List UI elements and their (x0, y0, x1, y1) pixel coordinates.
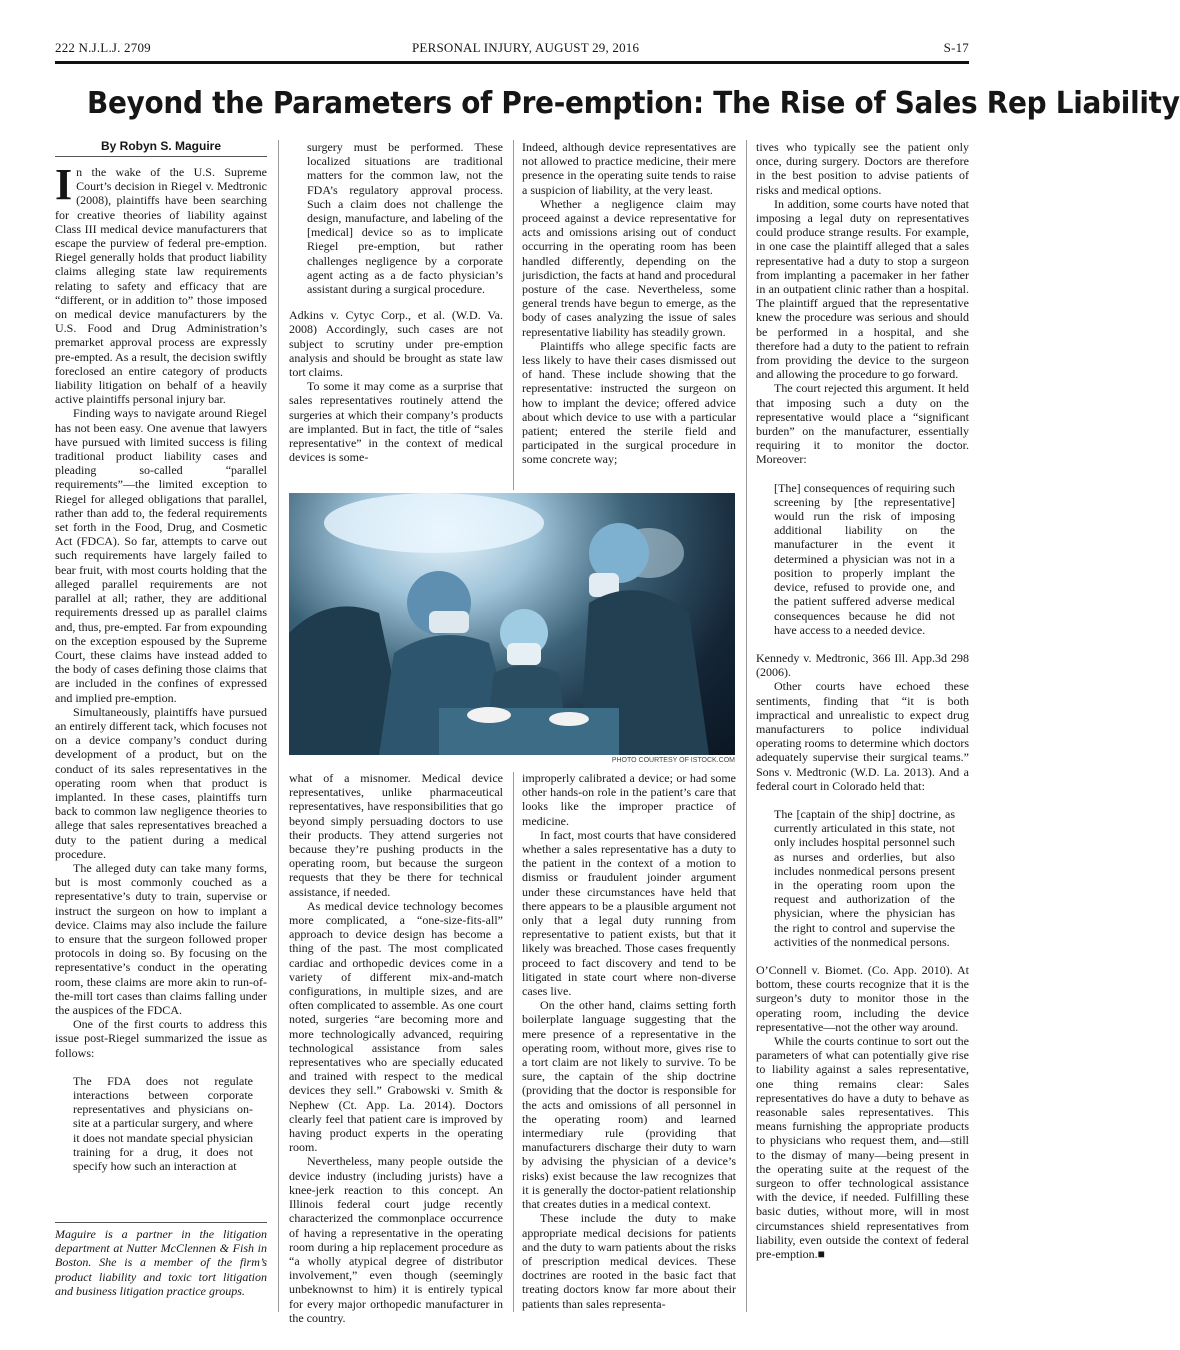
column-divider-2-bottom (513, 772, 514, 1312)
surgery-photo (289, 493, 735, 755)
page-number: S-17 (943, 40, 969, 55)
column-3-top (522, 140, 736, 485)
col4-paragraph-4: Kennedy v. Medtronic, 366 Ill. App.3d 298 (2006). (756, 650, 969, 680)
col2b-paragraph-1: what of a misnomer. Medical device representatives, unlike pharmaceutical representatives, have responsibilities that go beyond simply persuading doctors to use their products. They attend surgeries not because they’re pushing products in the operating room, but because the surgeon requests that they be there for technical assistance, if needed. (289, 771, 503, 899)
byline-rule (55, 156, 267, 157)
author-bio: Maguire is a partner in the litigation department at Nutter McClennen & Fish in Boston. She is a member of the firm’s product liability and toxic tort litigation and business litigation practice groups. (55, 1227, 267, 1298)
col3b-paragraph-1: improperly calibrated a device; or had some other hands-on role in the patient’s care that looks like the improper practice of medicine. (522, 771, 736, 828)
column-4 (756, 140, 969, 1318)
page-header-citation: 222 N.J.L.J. 2709 (55, 40, 151, 55)
col4-blockquote-2: The [captain of the ship] doctrine, as currently articulated in this state, not only includes hospital personnel such as nurses and orderlies, but also includes nonmedical persons present in the operating room upon the request and authorization of the physician, where the physician has the right to control and supervise the activities of the nonmedical persons. (774, 806, 955, 949)
col3b-paragraph-2: In fact, most courts that have considered whether a sales representative has a duty to the patient in the context of a motion to dismiss or fraudulent joinder argument under these circumstances have held that there appears to be a plausible argument not only that a legal duty running from representative to patient exists, but that it likely was breached. Those cases frequently proceed to fact discovery and tend to be litigated in state court where non-diverse cases live. (522, 827, 736, 999)
column-3-bottom (522, 771, 736, 1316)
col3b-paragraph-4: These include the duty to make appropriate medical decisions for patients and the duty to warn patients about the risks of prescription medical devices. These doctrines are rooted in the basic fact that treating doctors know far more about their patients than sales representa- (522, 1211, 736, 1311)
col4-paragraph-3: The court rejected this argument. It held that imposing such a duty on the representative would place a “significant burden” on the manufacturer, essentially requiring it to monitor the doctor. Moreover: (756, 381, 969, 467)
col3-paragraph-1: Indeed, although device representatives are not allowed to practice medicine, their mere presence in the operating suite tends to raise a suspicion of liability, at the very least. (522, 140, 736, 197)
column-divider-3 (746, 140, 747, 1312)
photo-credit: PHOTO COURTESY OF ISTOCK.COM (611, 757, 735, 764)
col1-paragraph-1: n the wake of the U.S. Supreme Court’s decision in Riegel v. Medtronic (2008), plaintiffs have been searching for creative theories of liability against Class III medical device manufacturers that escape the purview of federal pre-emption. Riegel generally holds that product liability claims alleging state law requirements relating to safety and efficacy that are “different, or in addition to” those imposed on medical device manufacturers by the U.S. Food and Drug Administration’s premarket approval process are expressly pre-empted. As a result, the decision swiftly foreclosed an entire category of products liability litigation on behalf of a heavily active plaintiffs personal injury bar. (55, 165, 267, 407)
col1-paragraph-4: The alleged duty can take many forms, but is most commonly couched as a representative’s duty to train, supervise or instruct the surgeon on how to implant a device. Claims may also include the failure to ensure that the surgeon followed proper protocols in doing so. By focusing on the representative’s conduct in the operating room, these claims are more akin to run-of-the-mill tort cases than claims falling under the auspices of the FDCA. (55, 860, 267, 1017)
col1-paragraph-5: One of the first courts to address this issue post-Riegel summarized the issue as follows: (55, 1017, 267, 1060)
col1-paragraph-3: Simultaneously, plaintiffs have pursued an entirely different tack, which focuses not on a device company’s conduct during development of a product, but on the conduct of its sales representatives in the operating room when that product is implanted. In these cases, plaintiffs turn back to common law negligence theories to allege that sales representatives breached a duty to the patient during a medical procedure. (55, 704, 267, 861)
col4-paragraph-5: Other courts have echoed these sentiments, finding that “it is both impractical and unrealistic to expect drug manufacturers to police individual operating rooms to determine which doctors adequately supervise their surgical teams.” Sons v. Medtronic (W.D. La. 2013). And a federal court in Colorado held that: (756, 679, 969, 793)
col4-paragraph-2: In addition, some courts have noted that imposing a legal duty on representatives could produce strange results. For example, in one case the plaintiff alleged that a sales representative had a duty to stop a surgeon from implanting a pacemaker in her father in an outpatient clinic rather than a hospital. The plaintiff argued that the representative knew the procedure was serious and should be performed in a hospital, and she therefore had a duty to the patient to refrain from providing the device to the surgeon and allowing the procedure to go forward. (756, 196, 969, 382)
column-divider-1 (278, 140, 279, 1312)
surgeons-illustration (289, 493, 735, 755)
col2-blockquote-continued: surgery must be performed. These localized situations are traditional matters for the common law, not the FDA’s regulatory approval process. Such a claim does not challenge the design, manufacture, and labeling of the [medical] device so as to implicate Riegel pre-emption, but rather challenges negligence by a corporate agent acting as a de facto physician’s assistant during a surgical procedure. (307, 140, 503, 297)
header-rule (55, 61, 969, 64)
byline: By Robyn S. Maguire (100, 139, 222, 153)
col4-paragraph-6: O’Connell v. Biomet. (Co. App. 2010). At bottom, these courts recognize that it is the surgeon’s duty to monitor those in the operating room, including the device representative—not the other way around. (756, 962, 969, 1034)
col4-paragraph-1: tives who typically see the patient only once, during surgery. Doctors are therefore in the best position to advise patients of risks and medical options. (756, 140, 969, 197)
col3-paragraph-2: Whether a negligence claim may proceed against a device representative for acts and omissions arising out of conduct occurring in the operating room has been handled differently, depending on the jurisdiction, the facts at hand and procedural posture of the case. Nevertheless, some general trends have begun to emerge, as the body of cases analyzing the issue of sales representative liability has steadily grown. (522, 196, 736, 339)
col1-paragraph-2: Finding ways to navigate around Riegel has not been easy. One avenue that lawyers have pursued with limited success is filing traditional product liability cases and pleading so-called “parallel requirements”—the limited exception to Riegel for alleged obligations that parallel, rather than add to, the federal requirements set forth in the Food, Drug, and Cosmetic Act (FDCA). So far, attempts to carve out such requirements have largely failed to bear fruit, with most courts holding that the alleged parallel requirements are not parallel at all; rather, they are additional requirements dressed up as parallel claims and, thus, pre-empted. Far from expounding on the exception espoused by the Supreme Court, these claims have instead added to the body of cases defining those claims that are included in the confines of expressed and implied pre-emption. (55, 406, 267, 705)
col4-blockquote-1: [The] consequences of requiring such screening by [the representative] would run the risk of imposing additional liability on the manufacturer in the event it determined a physician was not in a position to properly implant the device, refused to provide one, and the patient suffered adverse medical consequences because he did not have access to a needed device. (774, 480, 955, 637)
bio-rule (55, 1222, 267, 1223)
col3-paragraph-3: Plaintiffs who allege specific facts are less likely to have their cases dismissed out of hand. These include showing that the representative: instructed the surgeon on how to implant the device; offered advice about which device to use with a particular patient; entered the sterile field and participated in the surgical procedure in some concrete way; (522, 338, 736, 467)
col2-paragraph-1: Adkins v. Cytyc Corp., et al. (W.D. Va. 2008) Accordingly, such cases are not subject to scrutiny under pre-emption analysis and should be brought as state law tort claims. (289, 308, 503, 380)
col2-paragraph-2: To some it may come as a surprise that sales representatives routinely attend the surgeries at which their company’s products are implanted. But in fact, the title of “sales representative” in the context of medical devices is some- (289, 379, 503, 465)
column-1 (55, 160, 267, 1215)
col4-paragraph-7: While the courts continue to sort out the parameters of what can potentially give rise to liability against a sales representative, one thing remains clear: Sales representatives do have a duty to behave as reasonable sales representatives. This means furnishing the appropriate products to physicians who request them, and—still to the dismay of many—being present in the operating suite at the request of the surgeon to offer technological assistance with the device, if needed. Fulfilling these basic duties, without more, will in most circumstances shield representatives from liability, even outside the context of federal pre-emption.■ (756, 1033, 969, 1262)
page-header-section: PERSONAL INJURY, AUGUST 29, 2016 (412, 40, 640, 55)
col2b-paragraph-3: Nevertheless, many people outside the device industry (including jurists) have a knee-jerk reaction to this concept. An Illinois federal court judge recently characterized the commonplace occurrence of having a representative in the operating room during a hip replacement procedure as “a wholly atypical degree of distributor involvement,” even though (seemingly unbeknownst to him) it is entirely typical for every major orthopedic manufacturer in the country. (289, 1154, 503, 1325)
column-2-bottom (289, 771, 503, 1325)
article-title: Beyond the Parameters of Pre-emption: The Rise of Sales Rep Liability (86, 86, 1180, 121)
col3b-paragraph-3: On the other hand, claims setting forth boilerplate language suggesting that the mere presence of a representative in the operating room, without more, gives rise to a tort claim are not likely to survive. To be sure, the captain of the ship doctrine (providing that the doctor is responsible for the acts and omissions of all personnel in the operating room) and learned intermediary rule (providing that manufacturers discharge their duty to warn by advising the physician of a device’s risks) exist because the law recognizes that it is generally the doctor-patient relationship that creates duties in a medical context. (522, 998, 736, 1212)
col1-blockquote: The FDA does not regulate interactions between corporate representatives and physicians on-site at a particular surgery, and where it does not mandate special physician training for a drug, it does not specify how such an interaction at (73, 1073, 253, 1174)
col2b-paragraph-2: As medical device technology becomes more complicated, a “one-size-fits-all” approach to device design has become a thing of the past. The most complicated cardiac and orthopedic devices come in a variety of different mix-and-match configurations, in multiple sizes, and are often complicated to assemble. As one court noted, surgeries “are becoming more and more technologically advanced, requiring technological assistance from sales representatives who are specially educated and trained with respect to the medical devices they sell.” Grabowski v. Smith & Nephew (Ct. App. La. 2014). Doctors clearly feel that patient care is improved by having product experts in the operating room. (289, 898, 503, 1155)
column-divider-2-top (513, 140, 514, 490)
drop-cap: I (55, 160, 73, 209)
column-2-top (289, 140, 503, 485)
